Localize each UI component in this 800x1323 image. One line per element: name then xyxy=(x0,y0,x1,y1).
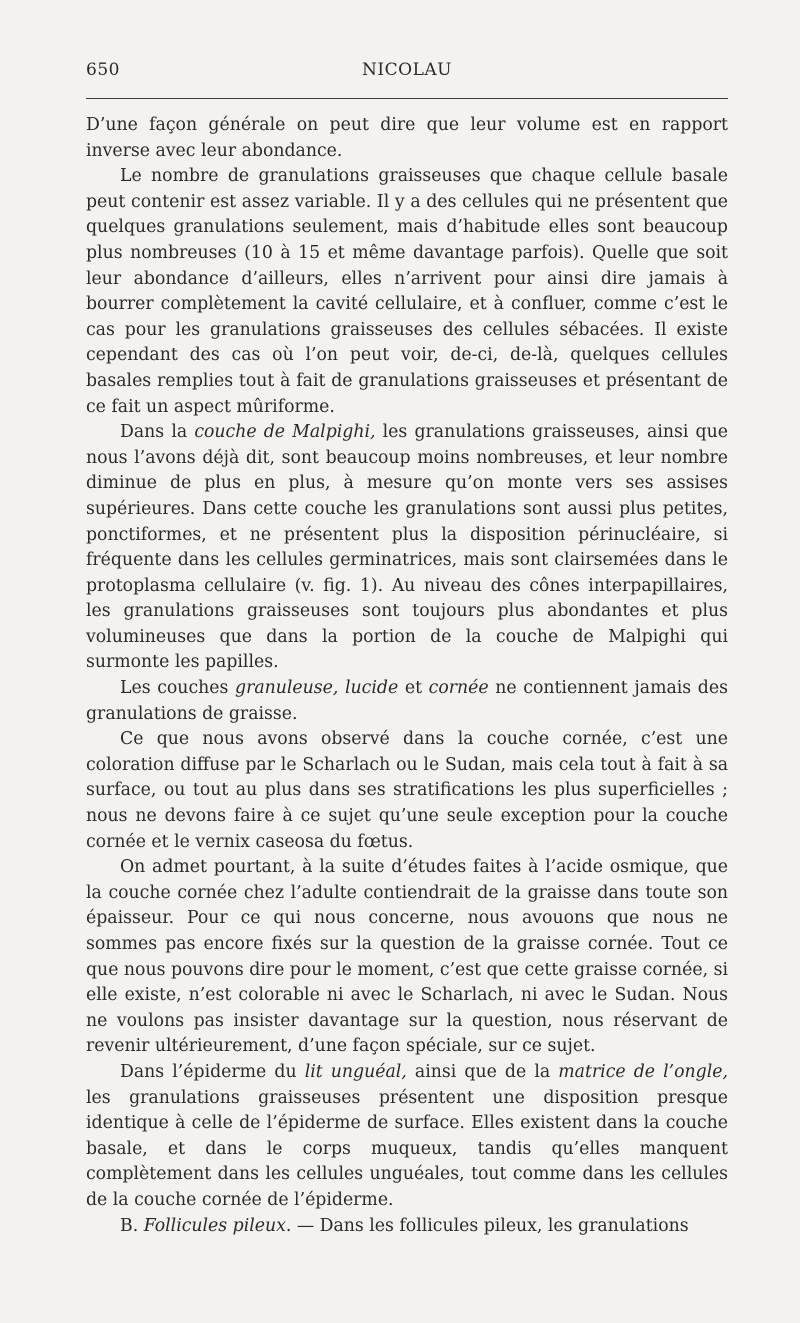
italic-run: matrice de l’ongle, xyxy=(558,1061,728,1082)
text-run: les granulations graisseuses, ainsi que nous l’avons déjà dit, sont beaucoup moins nombreuses, et leur nombre diminue de plus en plus, à mesure qu’on monte vers ses assises supérieures. Dans cette couche les granulations sont aussi plus petites, ponctiformes, et ne présentent plus la disposition périnucléaire, si fréquente dans les cellules germinatrices, mais sont clairsemées dans le protoplasma cellulaire (v. fig. 1). Au niveau des cônes interpapillaires, les granulations graisseuses sont toujours plus abondantes et plus volumineuses que dans la portion de la couche de Malpighi qui surmonte les papilles. xyxy=(86,422,728,673)
paragraph xyxy=(86,420,728,676)
italic-run: lit unguéal, xyxy=(304,1061,407,1082)
text-run: D’une façon générale on peut dire que leur volume est en rapport inverse avec leur abondance. xyxy=(86,115,728,161)
page-number: 650 xyxy=(86,60,120,80)
text-run: On admet pourtant, à la suite d’études faites à l’acide osmique, que la couche cornée chez l’adulte contiendrait de la graisse dans toute son épaisseur. Pour ce qui nous concerne, nous avouons que nous ne sommes pas encore fixés sur la question de la graisse cornée. Tout ce que nous pouvons dire pour le moment, c’est que cette graisse cornée, si elle existe, n’est colorable ni avec le Scharlach, ni avec le Sudan. Nous ne voulons pas insister davantage sur la question, nous réservant de revenir ultérieurement, d’une façon spéciale, sur ce sujet. xyxy=(86,857,728,1057)
italic-run: granuleuse, lucide xyxy=(235,678,399,699)
text-run: ne contiennent jamais des granulations de graisse. xyxy=(86,678,728,724)
paragraph xyxy=(86,676,728,727)
text-run: Dans la xyxy=(120,422,195,443)
text-run: Dans l’épiderme du xyxy=(120,1061,305,1082)
paragraph xyxy=(86,727,728,855)
italic-run: couche de Malpighi, xyxy=(194,422,376,443)
text-run: — Dans les follicules pileux, les granulations xyxy=(291,1215,689,1236)
header-rule xyxy=(86,98,728,99)
text-run: les granulations graisseuses présentent une disposition presque identique à celle de l’épiderme de surface. Elles existent dans la couche basale, et dans le corps muqueux, tandis qu’elles manquent complètement dans les cellules unguéales, tout comme dans les cellules de la couche cornée de l’épiderme. xyxy=(86,1087,728,1210)
paragraph xyxy=(86,113,728,164)
paragraph xyxy=(86,164,728,420)
text-run: B. xyxy=(120,1215,144,1236)
text-run: et xyxy=(398,678,429,699)
italic-run: Follicules pileux. xyxy=(143,1215,292,1236)
italic-run: cornée xyxy=(428,678,489,699)
text-run: Les couches xyxy=(120,678,236,699)
paragraph xyxy=(86,855,728,1060)
running-head-author: NICOLAU xyxy=(362,60,452,80)
paragraph xyxy=(86,1214,728,1240)
text-run: Le nombre de granulations graisseuses que chaque cellule basale peut contenir est assez variable. Il y a des cellules qui ne présentent que quelques granulations seulement, mais d’habitude elles sont beaucoup plus nombreuses (10 à 15 et même davantage parfois). Quelle que soit leur abondance d’ailleurs, elles n’arrivent pour ainsi dire jamais à bourrer complètement la cavité cellulaire, et à confluer, comme c’est le cas pour les granulations graisseuses des cellules sébacées. Il existe cependant des cas où l’on peut voir, de-ci, de-là, quelques cellules basales remplies tout à fait de granulations graisseuses et présentant de ce fait un aspect mûriforme. xyxy=(86,166,728,417)
text-run: Ce que nous avons observé dans la couche cornée, c’est une coloration diffuse par le Scharlach ou le Sudan, mais cela tout à fait à sa surface, ou tout au plus dans ses stratifications les plus superficielles ; nous ne devons faire à ce sujet qu’une seule exception pour la couche cornée et le vernix caseosa du fœtus. xyxy=(86,729,728,852)
running-header xyxy=(86,60,728,88)
paragraph xyxy=(86,1060,728,1214)
body-text xyxy=(86,113,728,1239)
text-run: ainsi que de la xyxy=(406,1061,559,1082)
